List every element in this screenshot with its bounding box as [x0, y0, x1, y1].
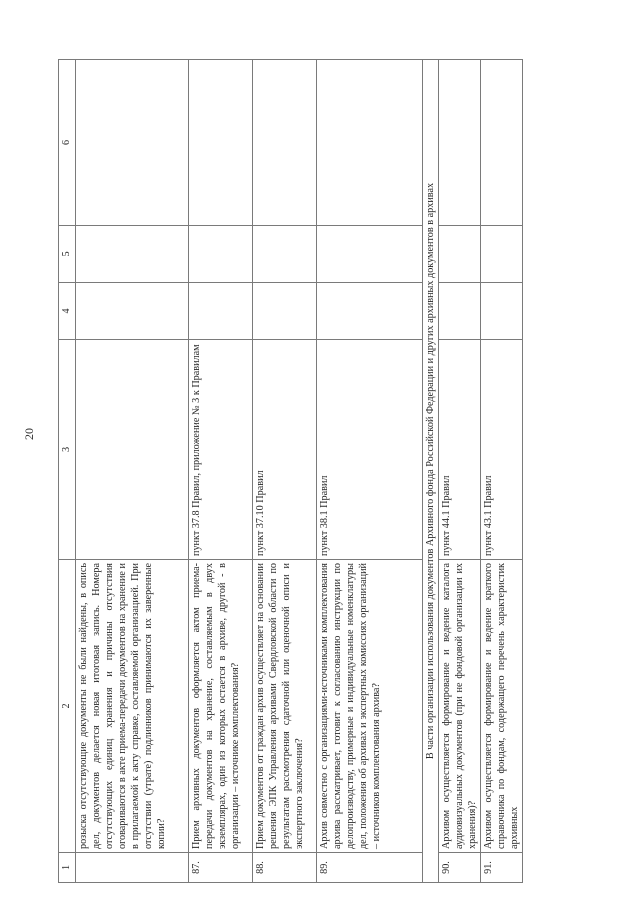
landscape-sheet	[58, 60, 536, 883]
row-number	[76, 853, 189, 883]
row-number: 91.	[481, 853, 523, 883]
header-col-2: 2	[59, 560, 76, 853]
question-text: Архивом осуществляется формирование и ведение каталога аудиовизуальных документов (при не фондовой организации их хранения)?	[439, 560, 481, 853]
table-row	[253, 60, 317, 883]
legal-reference: пункт 43.1 Правил	[481, 340, 523, 560]
table-row	[317, 60, 423, 883]
question-text: розыска отсутствующие документы не были найдены, в опись дел, документов делается новая итоговая запись. Номера отсутствующих единиц хранения и причины отсутствия оговариваются в акте приема-передачи документов на хранение и в прилагаемой к акту справке, составляемой организацией. При отсутствии (утрате) подлинников принимаются их заверенные копии?	[76, 560, 189, 853]
table-row	[76, 60, 189, 883]
row-number: 89.	[317, 853, 423, 883]
section-heading-row	[423, 60, 439, 883]
question-text: Архивом осуществляется формирование и ведение краткого справочника по фондам, содержащего перечень характеристик архивных	[481, 560, 523, 853]
question-text: Архив совместно с организациями-источниками комплектования архива рассматривает, готовит к согласованию инструкции по делопроизводству, примерные и индивидуальные номенклатуры дел, положения об архивах и экспертных комиссиях организаций – источников комплектования архива?	[317, 560, 423, 853]
row-number: 88.	[253, 853, 317, 883]
header-col-4: 4	[59, 283, 76, 340]
header-col-6: 6	[59, 60, 76, 226]
checklist-table	[58, 59, 523, 883]
legal-reference	[76, 340, 189, 560]
table-row	[481, 60, 523, 883]
question-text: Прием архивных документов оформляется актом приема-передачи документов на хранение, составляемым в двух экземплярах, один из которых остается в архиве, другой - в организации – источнике комплектования?	[189, 560, 253, 853]
question-text: Прием документов от граждан архив осуществляет на основании решения ЭПК Управления архивами Свердловской области по результатам рассмотрения сдаточной или оценочной описи и экспертного заключения?	[253, 560, 317, 853]
header-col-1: 1	[59, 853, 76, 883]
page-number: 20	[22, 428, 36, 440]
legal-reference: пункт 37.8 Правил, приложение № 3 к Правилам	[189, 340, 253, 560]
header-col-5: 5	[59, 226, 76, 283]
legal-reference: пункт 38.1 Правил	[317, 340, 423, 560]
section-heading: В части организации использования документов Архивного фонда Российской Федерации и других архивных документов в архивах	[423, 60, 439, 883]
row-number: 90.	[439, 853, 481, 883]
header-row	[59, 60, 76, 883]
table-row	[439, 60, 481, 883]
legal-reference: пункт 37.10 Правил	[253, 340, 317, 560]
legal-reference: пункт 44.1 Правил	[439, 340, 481, 560]
row-number: 87.	[189, 853, 253, 883]
header-col-3: 3	[59, 340, 76, 560]
table-row	[189, 60, 253, 883]
